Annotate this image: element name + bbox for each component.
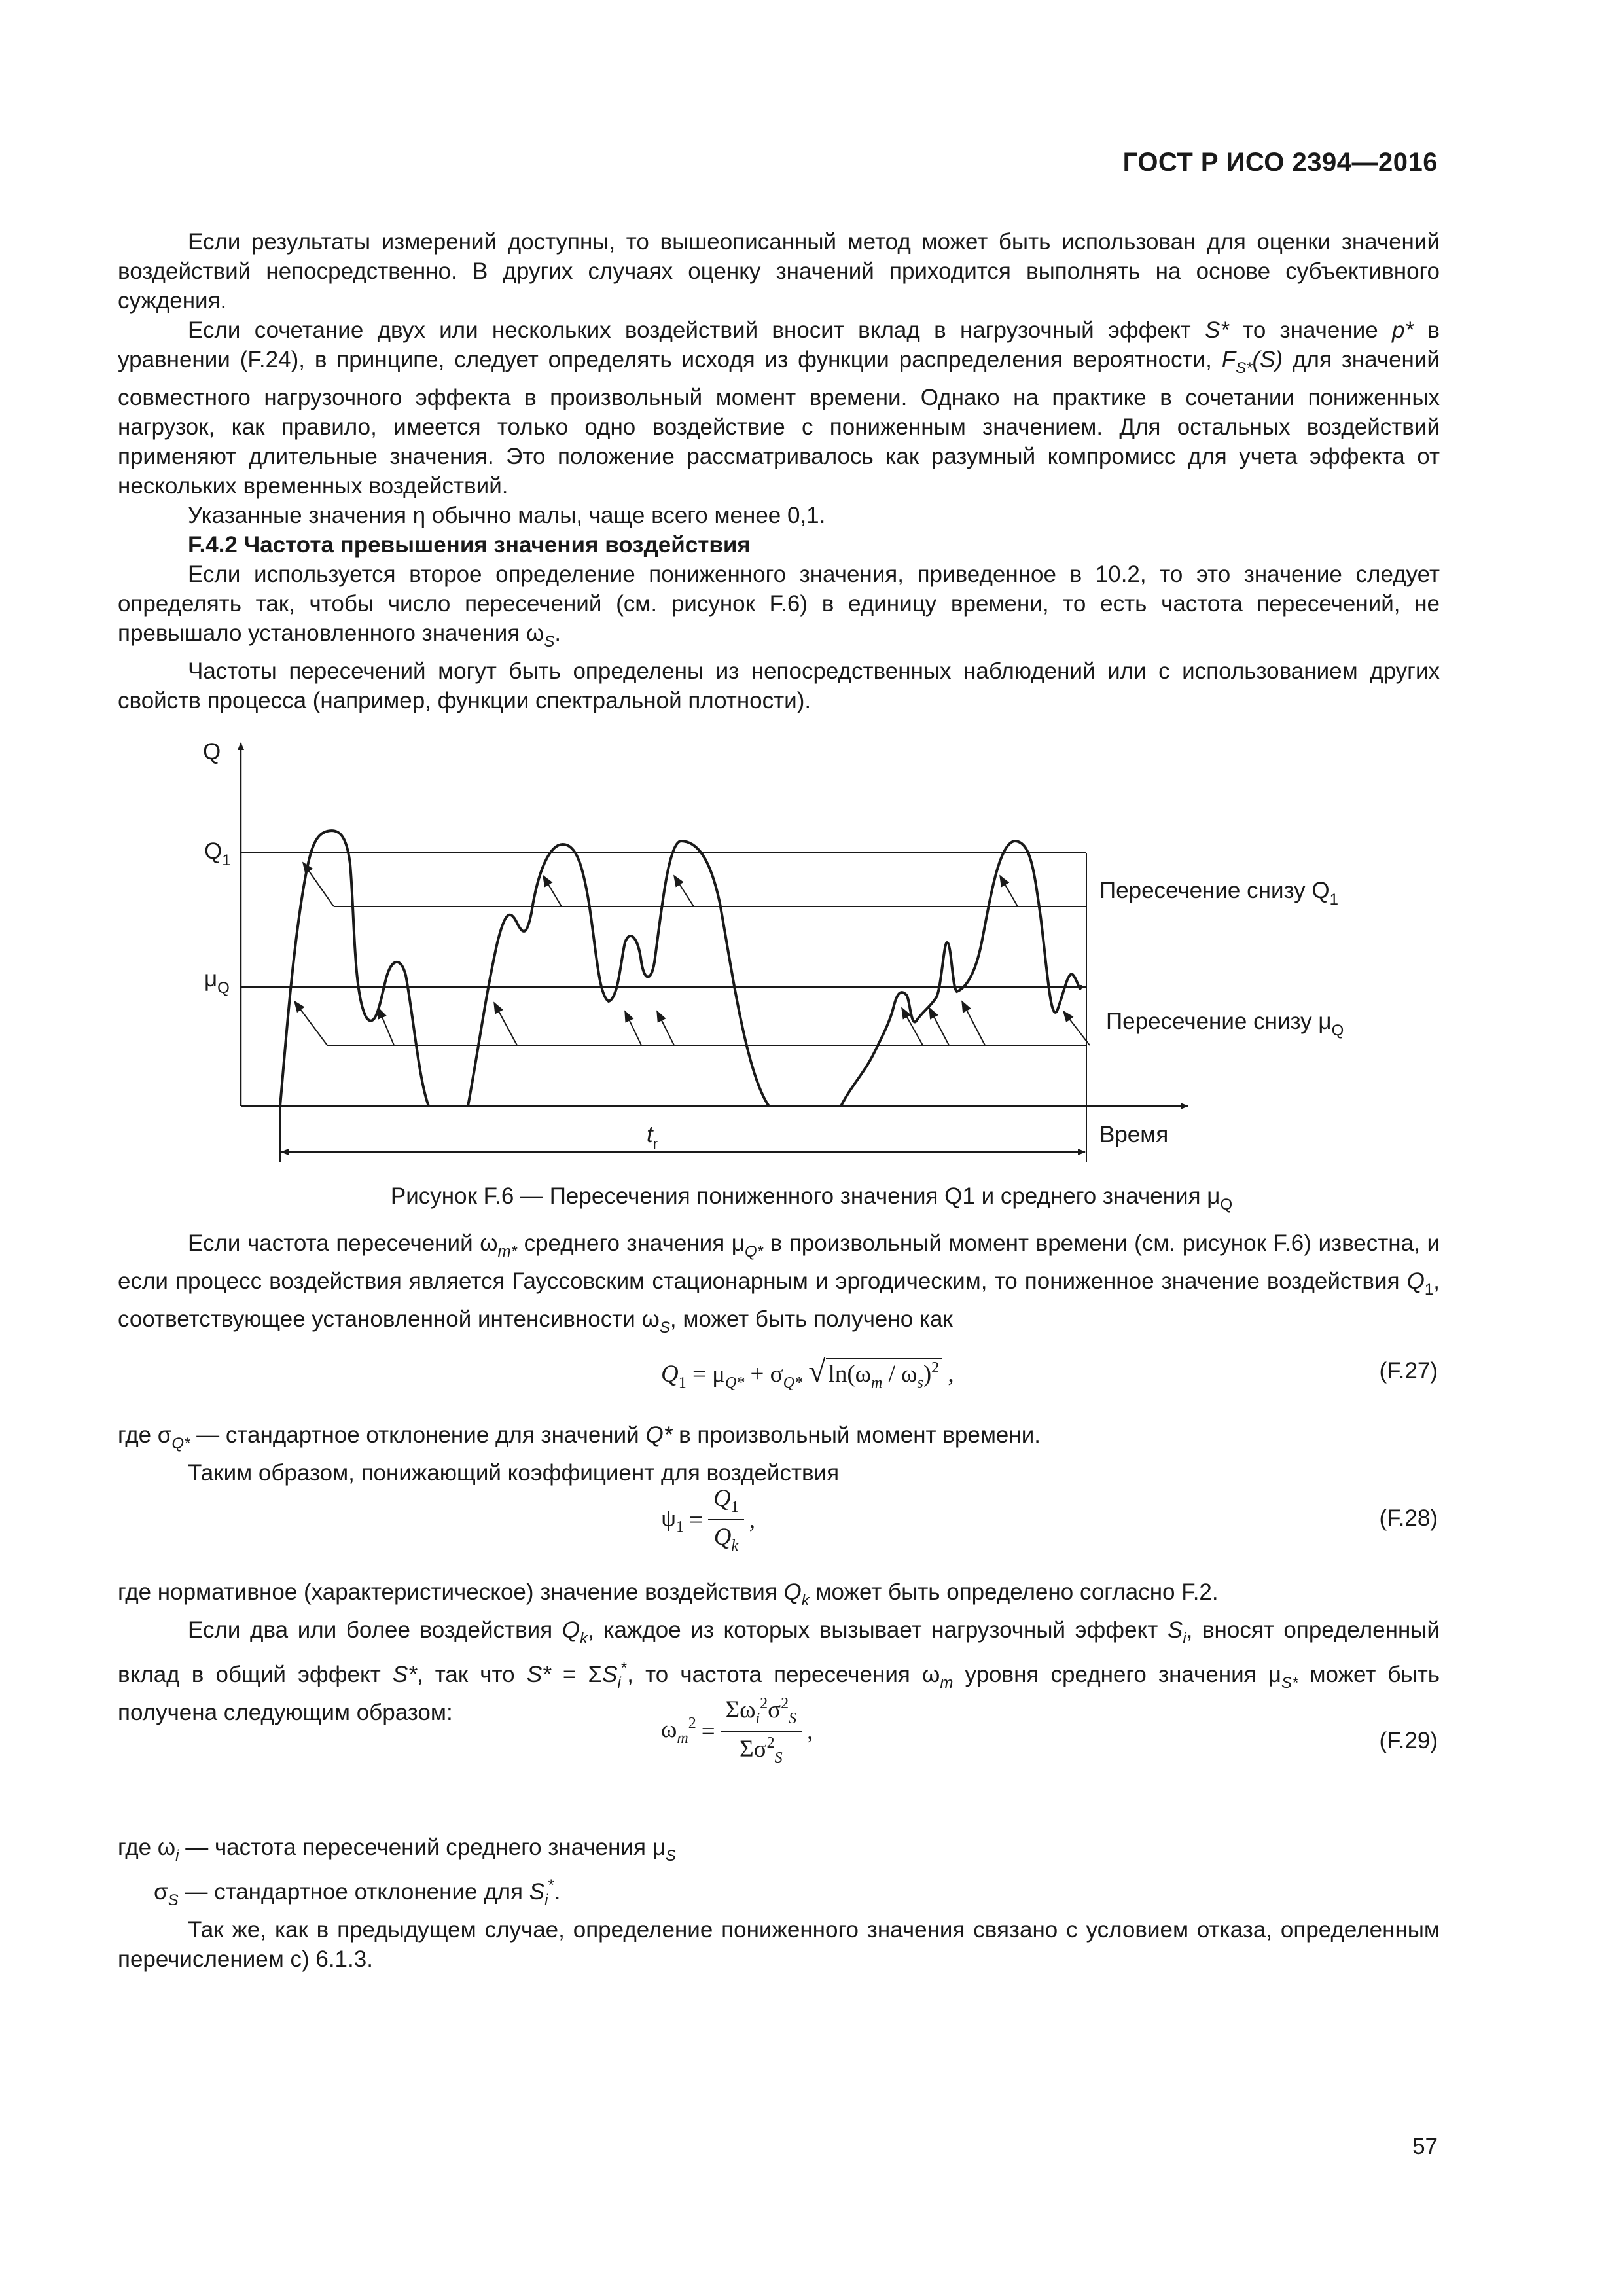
- text-block-f27-where: [118, 1420, 1440, 1488]
- equation-number-f28: (F.28): [1379, 1505, 1438, 1531]
- y-axis-label: Q: [203, 739, 221, 764]
- figure-caption: Рисунок F.6 — Пересечения пониженного значения Q1 и среднего значения $\mu_Q$: [390, 1183, 1233, 1213]
- text-block-f27-intro: [118, 1229, 1440, 1342]
- section-heading: F.4.2 Частота превышения значения воздействия: [188, 532, 751, 558]
- sqrt-sign: √: [808, 1354, 826, 1389]
- page-number: 57: [1412, 2134, 1438, 2159]
- equation-f27: $Q_1 = \mu_{Q*} + \sigma_{Q*}$ √ $\ln(\omega_m / \omega_s)^2$ ,: [661, 1354, 954, 1391]
- q1-crossing-label: Пересечение снизу $Q_1$: [1099, 878, 1338, 908]
- duration-label: $t_r$: [647, 1122, 658, 1152]
- process-curve: [280, 831, 1081, 1106]
- text-block-f29-where: [118, 1833, 1440, 1974]
- paragraph: Если результаты измерений доступны, то вышеописанный метод может быть использован для оценки значений воздействий непосредственно. В других случаях оценку значений приходится выполнять на основе субъективного суждения.: [118, 229, 1440, 314]
- mean-level-label: $\mu_Q$: [204, 966, 230, 997]
- paragraph: Таким образом, понижающий коэффициент для воздействия: [188, 1460, 840, 1486]
- paragraph: где $\omega_i$ — частота пересечений среднего значения $\mu_S$: [118, 1835, 676, 1865]
- mean-crossing-label: Пересечение снизу $\mu_Q$: [1106, 1009, 1344, 1039]
- x-axis-label: Время: [1099, 1122, 1169, 1147]
- document-header: ГОСТ Р ИСО 2394—2016: [1122, 148, 1438, 177]
- equation-number-f29: (F.29): [1379, 1728, 1438, 1753]
- q1-crossing-arrows: [303, 863, 1018, 906]
- q1-level-label: $Q_1$: [204, 838, 231, 869]
- equation-f28: $\psi_1$ = $\frac{Q_1}{Q_k}$ ,: [661, 1485, 756, 1554]
- paragraph: где нормативное (характеристическое) значение воздействия $Q_k$ может быть определено согласно F.2.: [118, 1579, 1219, 1609]
- paragraph: Если используется второе определение пониженного значения, приведенное в 10.2, то это значение следует определять так, чтобы число пересечений (см. рисунок F.6) в единицу времени, то есть частота пересечений, не превышало установленного значения $\omega_S$.: [118, 562, 1440, 651]
- equation-f29: $\omega_m^2$ = $\frac{\Sigma\omega_i^2\sigma^2_S}{\Sigma\sigma^2_S}$ ,: [661, 1695, 813, 1767]
- paragraph: где $\sigma_{Q*}$ — стандартное отклонение для значений Q* в произвольный момент времени.: [118, 1422, 1041, 1452]
- paragraph: Если частота пересечений $\omega_{m*}$ среднего значения $\mu_{Q*}$ в произвольный момент времени (см. рисунок F.6) известна, и если процесс воздействия является Гауссовским стационарным и эргодическим, то пониженное значение воздействия $Q_1$, соответствующее установленной интенсивности $\omega_S$, может быть получено как: [118, 1230, 1440, 1336]
- paragraph: Если два или более воздействия $Q_k$, каждое из которых вызывает нагрузочный эффект $S_i$, вносят определенный вклад в общий эффект S*, так что $S* = \Sigma S_i^*$, то частота пересечения $\omega_m$ уровня среднего значения $\mu_{S*}$ может быть получена следующим образом:: [118, 1617, 1440, 1725]
- paragraph: Если сочетание двух или нескольких воздействий вносит вклад в нагрузочный эффект S* то значение p* в уравнении (F.24), в принципе, следует определять исходя из функции распределения вероятности, $F_{S*}(S)$ для значений совместного нагрузочного эффекта в произвольный момент времени. Однако на практике в сочетании пониженных нагрузок, как правило, имеется только одно воздействие с пониженным значением. Для остальных воздействий применяют длительные значения. Это положение рассматривалось как разумный компромисс для учета эффекта от нескольких временных воздействий.: [118, 317, 1440, 499]
- paragraph: $\sigma_S$ — стандартное отклонение для $S_i^*$.: [154, 1876, 561, 1909]
- paragraph: Так же, как в предыдущем случае, определение пониженного значения связано с условием отказа, определенным перечислением c) 6.1.3.: [118, 1917, 1440, 1972]
- paragraph: Частоты пересечений могут быть определены из непосредственных наблюдений или с использованием других свойств процесса (например, функции спектральной плотности).: [118, 658, 1440, 713]
- paragraph: Указанные значения η обычно малы, чаще всего менее 0,1.: [188, 503, 826, 528]
- equation-number-f27: (F.27): [1379, 1358, 1438, 1384]
